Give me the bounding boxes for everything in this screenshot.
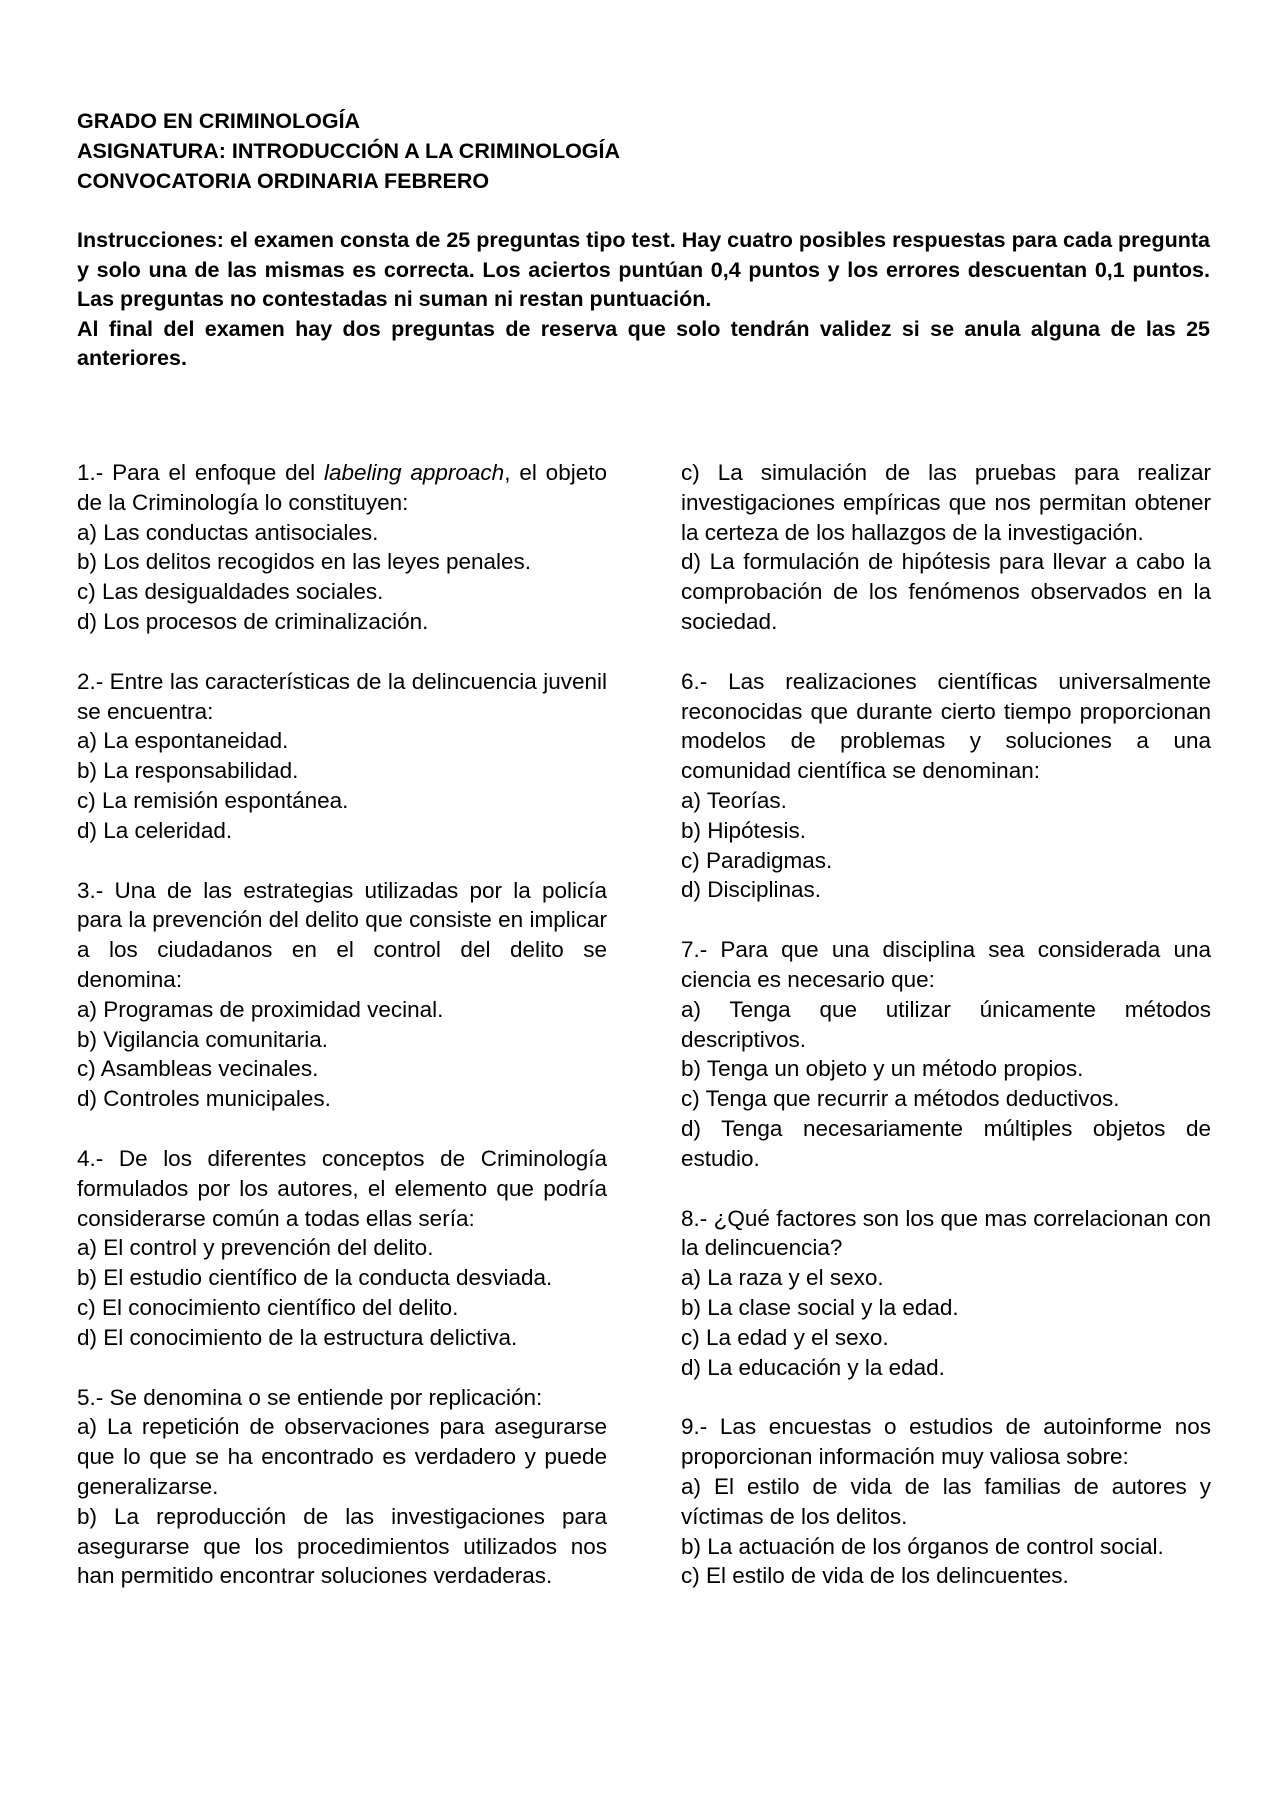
option-a: a) Programas de proximidad vecinal. (77, 996, 444, 1022)
question-5 (77, 1383, 607, 1592)
degree-title: GRADO EN CRIMINOLOGÍA (77, 109, 361, 133)
question-5-continued (681, 458, 1211, 637)
option-a: a) Tenga que utilizar únicamente métodos descriptivos. (681, 996, 1211, 1052)
question-text (77, 458, 607, 518)
question-text: 9.- Las encuestas o estudios de autoinforme nos proporcionan información muy valiosa sobre: (681, 1414, 1211, 1470)
option-d: d) La formulación de hipótesis para llevar a cabo la comprobación de los fenómenos observados en la sociedad. (681, 549, 1211, 634)
instructions-block (77, 226, 1210, 374)
option-a: a) La espontaneidad. (77, 728, 289, 754)
exam-header (77, 106, 1210, 374)
option-b: b) La reproducción de las investigaciones para asegurarse que los procedimientos utilizados nos han permitido encontrar soluciones verdaderas. (77, 1503, 607, 1589)
option-b: b) Los delitos recogidos en las leyes penales. (77, 549, 532, 575)
option-a: a) El estilo de vida de las familias de autores y víctimas de los delitos. (681, 1473, 1211, 1529)
question-text: 5.- Se denomina o se entiende por replicación: (77, 1384, 543, 1410)
option-b: b) El estudio científico de la conducta desviada. (77, 1265, 553, 1291)
subject-title: ASIGNATURA: INTRODUCCIÓN A LA CRIMINOLOGÍA (77, 139, 621, 163)
option-c: c) Asambleas vecinales. (77, 1056, 319, 1082)
option-b: b) La clase social y la edad. (681, 1294, 959, 1320)
left-column (77, 458, 607, 1621)
question-8 (681, 1204, 1211, 1383)
option-d: d) La educación y la edad. (681, 1354, 945, 1380)
option-b: b) Hipótesis. (681, 817, 807, 843)
option-b: b) La responsabilidad. (77, 758, 299, 784)
reserve-questions-note: Al final del examen hay dos preguntas de reserva que solo tendrán validez si se anula alguna de las 25 anteriores. (77, 316, 1210, 370)
option-d: d) Disciplinas. (681, 877, 822, 903)
question-4 (77, 1144, 607, 1353)
question-text: 7.- Para que una disciplina sea considerada una ciencia es necesario que: (681, 937, 1211, 992)
session-title: CONVOCATORIA ORDINARIA FEBRERO (77, 169, 490, 193)
option-c: c) Las desigualdades sociales. (77, 579, 384, 605)
question-1 (77, 458, 607, 637)
question-text: 4.- De los diferentes conceptos de Criminología formulados por los autores, el elemento que podría considerarse común a todas ellas sería: (77, 1145, 607, 1231)
option-a: a) Las conductas antisociales. (77, 519, 379, 545)
instructions-paragraph: Instrucciones: el examen consta de 25 preguntas tipo test. Hay cuatro posibles respuestas para cada pregunta y solo una de las mismas es correcta. Los aciertos puntúan 0,4 puntos y los errores descuentan 0,1 puntos. Las preguntas no contestadas ni suman ni restan puntuación. (77, 228, 1210, 311)
right-column (681, 458, 1211, 1621)
option-c: c) El estilo de vida de los delincuentes. (681, 1563, 1069, 1589)
option-d: d) El conocimiento de la estructura delictiva. (77, 1324, 518, 1350)
option-c: c) La remisión espontánea. (77, 787, 349, 813)
question-2 (77, 667, 607, 846)
option-c: c) La simulación de las pruebas para realizar investigaciones empíricas que nos permitan obtener la certeza de los hallazgos de la investigación. (681, 460, 1211, 545)
question-9 (681, 1412, 1211, 1591)
option-c: c) Paradigmas. (681, 847, 833, 873)
option-a: a) La raza y el sexo. (681, 1265, 884, 1291)
option-d: d) Controles municipales. (77, 1086, 331, 1112)
option-a: a) La repetición de observaciones para asegurarse que lo que se ha encontrado es verdadero y puede generalizarse. (77, 1414, 607, 1499)
option-b: b) Vigilancia comunitaria. (77, 1026, 328, 1052)
option-c: c) Tenga que recurrir a métodos deductivos. (681, 1086, 1120, 1112)
question-text: 6.- Las realizaciones científicas universalmente reconocidas que durante cierto tiempo proporcionan modelos de problemas y soluciones a una comunidad científica se denominan: (681, 668, 1211, 784)
option-c: c) La edad y el sexo. (681, 1324, 889, 1350)
question-text: 8.- ¿Qué factores son los que mas correlacionan con la delincuencia? (681, 1205, 1211, 1261)
question-text: 2.- Entre las características de la delincuencia juvenil se encuentra: (77, 668, 607, 724)
question-italic-term: labeling approach (323, 460, 505, 485)
question-3 (77, 876, 607, 1114)
question-prefix: 1.- Para el enfoque del (77, 460, 324, 485)
question-6 (681, 667, 1211, 905)
option-d: d) Los procesos de criminalización. (77, 608, 429, 634)
question-text: 3.- Una de las estrategias utilizadas por la policía para la prevención del delito que consiste en implicar a los ciudadanos en el control del delito se denomina: (77, 877, 607, 992)
option-b: b) La actuación de los órganos de control social. (681, 1533, 1164, 1559)
option-d: d) La celeridad. (77, 817, 233, 843)
question-7 (681, 935, 1211, 1173)
question-suffix: , el objeto de la Criminología lo constituyen: (77, 460, 607, 515)
option-d: d) Tenga necesariamente múltiples objetos de estudio. (681, 1115, 1211, 1171)
option-a: a) Teorías. (681, 787, 787, 813)
option-c: c) El conocimiento científico del delito. (77, 1294, 459, 1320)
option-a: a) El control y prevención del delito. (77, 1235, 434, 1261)
option-b: b) Tenga un objeto y un método propios. (681, 1056, 1084, 1082)
